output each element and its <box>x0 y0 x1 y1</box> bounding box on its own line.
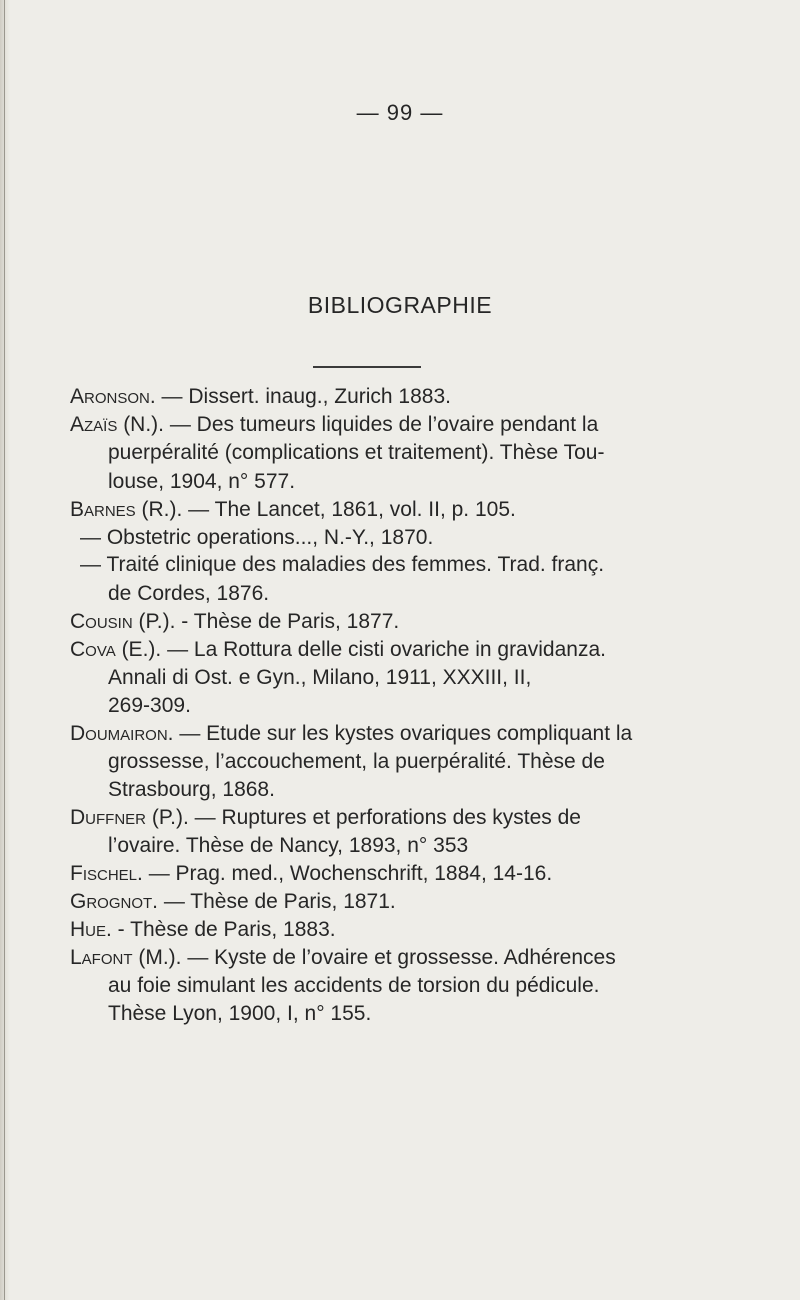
entry-text: louse, 1904, n° 577. <box>108 470 296 493</box>
entry-text: - Thèse de Paris, 1883. <box>111 918 336 941</box>
bibliography-continuation-line <box>108 440 604 466</box>
bibliography-entry <box>70 805 581 831</box>
entry-author: Barnes <box>70 498 136 521</box>
bibliography-continuation-line <box>108 469 295 495</box>
bibliography-continuation-line <box>108 665 531 691</box>
bibliography-continuation-line <box>80 552 604 578</box>
entry-text: (N.). — Des tumeurs liquides de l’ovaire pendant la <box>117 413 599 436</box>
entry-text: — Dissert. inaug., Zurich 1883. <box>155 385 451 408</box>
entry-author: Azaïs <box>70 413 118 436</box>
bibliography-continuation-line <box>80 525 433 551</box>
bibliography-entry <box>70 721 632 747</box>
entry-text: de Cordes, 1876. <box>108 582 270 605</box>
entry-text: — Traité clinique des maladies des femmes. Trad. franç. <box>80 553 605 576</box>
entry-text: (M.). — Kyste de l’ovaire et grossesse. Adhérences <box>132 946 616 969</box>
entry-text: (R.). — The Lancet, 1861, vol. II, p. 105. <box>135 498 516 521</box>
bibliography-entry <box>70 412 598 438</box>
entry-text: — Etude sur les kystes ovariques compliquant la <box>173 722 633 745</box>
entry-text: — Thèse de Paris, 1871. <box>158 890 396 913</box>
bibliography-entry <box>70 889 396 915</box>
entry-text: au foie simulant les accidents de torsion du pédicule. <box>108 974 600 997</box>
bibliography-continuation-line <box>108 833 468 859</box>
entry-text: — Obstetric operations..., N.-Y., 1870. <box>80 526 434 549</box>
entry-author: Aronson. <box>70 385 156 408</box>
entry-text: l’ovaire. Thèse de Nancy, 1893, n° 353 <box>108 834 469 857</box>
entry-text: (P.). — Ruptures et perforations des kystes de <box>146 806 581 829</box>
bibliography-continuation-line <box>108 749 605 775</box>
bibliography-entry <box>70 861 552 887</box>
entry-text: 269-309. <box>108 694 191 717</box>
bibliography-continuation-line <box>108 693 191 719</box>
entry-author: Duffner <box>70 806 146 829</box>
entry-text: — Prag. med., Wochenschrift, 1884, 14-16. <box>142 862 553 885</box>
entry-text: Annali di Ost. e Gyn., Milano, 1911, XXXIII, II, <box>108 666 532 689</box>
entry-author: Doumairon. <box>70 722 174 745</box>
entry-author: Cousin <box>70 610 133 633</box>
entry-text: puerpéralité (complications et traitement). Thèse Tou- <box>108 441 605 464</box>
section-title: BIBLIOGRAPHIE <box>307 292 493 318</box>
bibliography-entry <box>70 917 336 943</box>
page-number: — 99 — <box>356 100 444 125</box>
entry-author: Cova <box>70 638 116 661</box>
entry-text: Strasbourg, 1868. <box>108 778 275 801</box>
bibliography-entry <box>70 637 606 663</box>
bibliography-continuation-line <box>108 1001 371 1027</box>
entry-author: Lafont <box>70 946 133 969</box>
entry-author: Fischel. <box>70 862 143 885</box>
entry-author: Hue. <box>70 918 112 941</box>
bibliography-continuation-line <box>108 973 599 999</box>
entry-author: Grognot. <box>70 890 158 913</box>
entry-text: (E.). — La Rottura delle cisti ovariche in gravidanza. <box>115 638 606 661</box>
bibliography-continuation-line <box>108 581 269 607</box>
bibliography-entry <box>70 609 399 635</box>
bibliography-entry <box>70 945 616 971</box>
entry-text: grossesse, l’accouchement, la puerpéralité. Thèse de <box>108 750 605 773</box>
bibliography-entry <box>70 497 516 523</box>
entry-text: (P.). - Thèse de Paris, 1877. <box>132 610 400 633</box>
entry-text: Thèse Lyon, 1900, I, n° 155. <box>108 1002 372 1025</box>
bibliography-continuation-line <box>108 777 275 803</box>
bibliography-entry <box>70 384 451 410</box>
